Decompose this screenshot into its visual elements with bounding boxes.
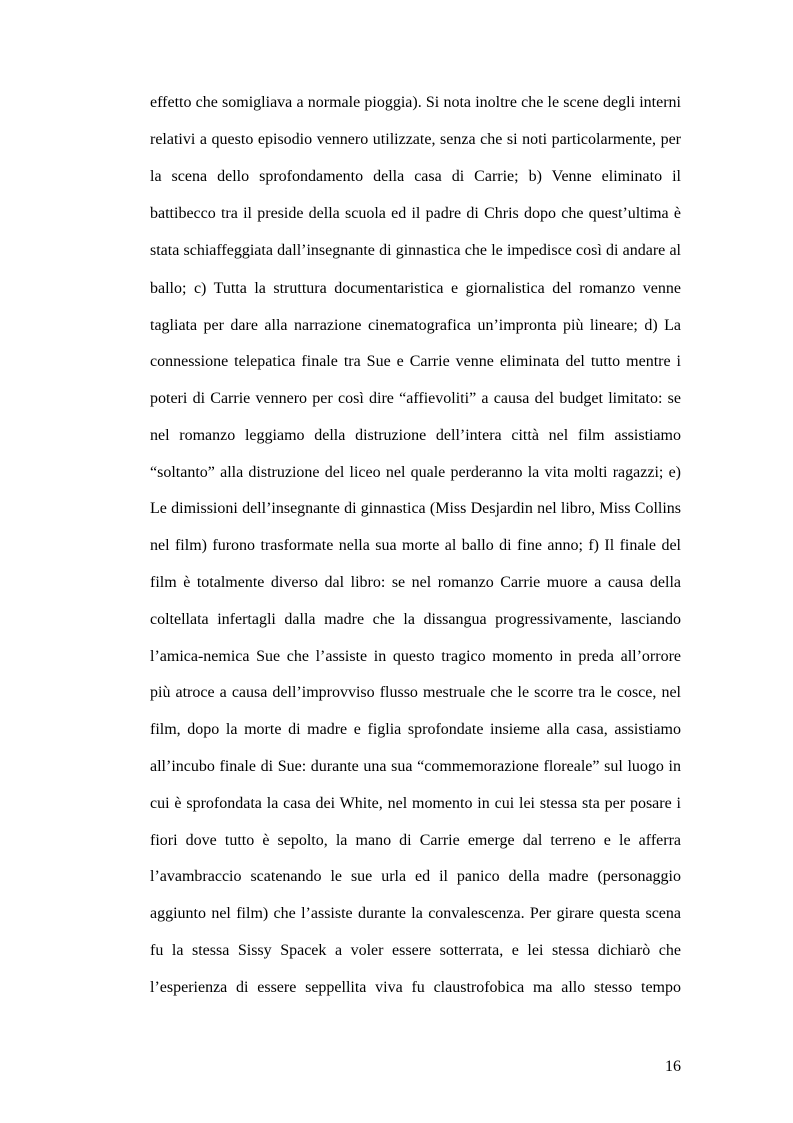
body-text-line: ballo; c) Tutta la struttura documentaristica e giornalistica del romanzo venne xyxy=(150,280,681,297)
body-text-line: connessione telepatica finale tra Sue e Carrie venne eliminata del tutto mentre i xyxy=(150,353,681,370)
body-text-line: fiori dove tutto è sepolto, la mano di Carrie emerge dal terreno e le afferra xyxy=(150,832,681,849)
body-text-line: aggiunto nel film) che l’assiste durante la convalescenza. Per girare questa scena xyxy=(150,905,681,922)
body-text-line: tagliata per dare alla narrazione cinematografica un’impronta più lineare; d) La xyxy=(150,317,681,334)
body-text-line: film è totalmente diverso dal libro: se nel romanzo Carrie muore a causa della xyxy=(150,574,681,591)
body-text-line: nel romanzo leggiamo della distruzione dell’intera città nel film assistiamo xyxy=(150,427,681,444)
body-text-line: stata schiaffeggiata dall’insegnante di ginnastica che le impedisce così di andare al xyxy=(150,242,681,259)
body-text-line: l’amica-nemica Sue che l’assiste in questo tragico momento in preda all’orrore xyxy=(150,648,681,665)
body-text-line: poteri di Carrie vennero per così dire “affievoliti” a causa del budget limitato: se xyxy=(150,390,681,407)
body-text-line: più atroce a causa dell’improvviso flusso mestruale che le scorre tra le cosce, nel xyxy=(150,684,681,701)
body-text-line: Le dimissioni dell’insegnante di ginnastica (Miss Desjardin nel libro, Miss Collins xyxy=(150,500,681,517)
body-text-line: fu la stessa Sissy Spacek a voler essere sotterrata, e lei stessa dichiarò che xyxy=(150,942,681,959)
body-text-line: film, dopo la morte di madre e figlia sprofondate insieme alla casa, assistiamo xyxy=(150,721,681,738)
body-text-line: battibecco tra il preside della scuola ed il padre di Chris dopo che quest’ultima è xyxy=(150,205,681,222)
body-text-line: la scena dello sprofondamento della casa di Carrie; b) Venne eliminato il xyxy=(150,168,681,185)
body-text-line: all’incubo finale di Sue: durante una sua “commemorazione floreale” sul luogo in xyxy=(150,758,681,775)
body-text-line: cui è sprofondata la casa dei White, nel momento in cui lei stessa sta per posare i xyxy=(150,795,681,812)
page-number: 16 xyxy=(665,1058,681,1075)
body-text-line: relativi a questo episodio vennero utilizzate, senza che si noti particolarmente, per xyxy=(150,131,681,148)
body-text-line: “soltanto” alla distruzione del liceo nel quale perderanno la vita molti ragazzi; e) xyxy=(150,464,681,481)
body-text-line: l’esperienza di essere seppellita viva fu claustrofobica ma allo stesso tempo xyxy=(150,979,681,996)
body-text-line: effetto che somigliava a normale pioggia). Si nota inoltre che le scene degli interni xyxy=(150,94,681,111)
body-text-line: l’avambraccio scatenando le sue urla ed il panico della madre (personaggio xyxy=(150,868,681,885)
body-text-line: coltellata infertagli dalla madre che la dissangua progressivamente, lasciando xyxy=(150,611,681,628)
body-text-line: nel film) furono trasformate nella sua morte al ballo di fine anno; f) Il finale del xyxy=(150,537,681,554)
